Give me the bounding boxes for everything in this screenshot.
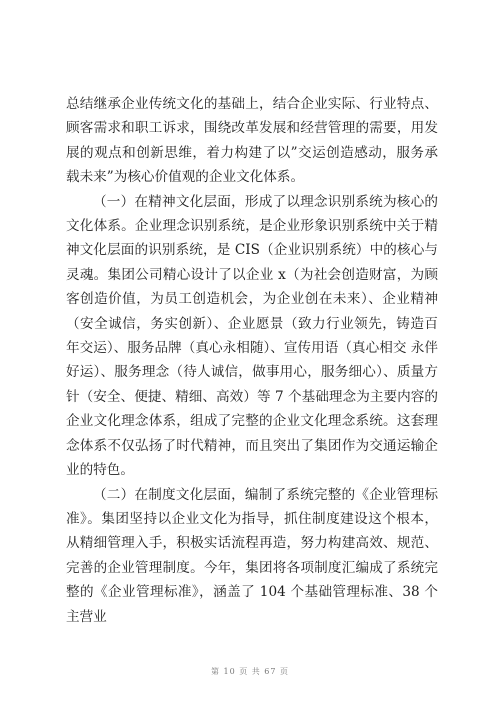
paragraph: （二）在制度文化层面，编制了系统完整的《企业管理标准》。集团坚持以企业文化为指导，抓住制度建设这个根本，从精细管理入手，积极实话流程再造，努力构建高效、规范、完善的企业管理制度。今年，集团将各项制度汇编成了系统完整的《企业管理标准》，涵盖了 104 个基础管理标准、38 个主营业 <box>66 486 438 625</box>
body-text <box>66 92 438 629</box>
page-number: 第 10 页 共 67 页 <box>210 667 290 676</box>
paragraph: （一）在精神文化层面，形成了以理念识别系统为核心的文化体系。企业理念识别系统，是企业形象识别系统中关于精神文化层面的识别系统，是 CIS（企业识别系统）中的核心与灵魂。集团公司精心设计了以企业 x（为社会创造财富，为顾客创造价值，为员工创造机会，为企业创在未来）、企业精神（安全诚信，务实创新）、企业愿景（致力行业领先，铸造百年交运）、服务品牌（真心永相随）、宣传用语（真心相交 永伴好运）、服务理念（待人诚信，做事用心，服务细心）、质量方针（安全、便捷、精细、高效）等 7 个基础理念为主要内容的企业文化理念体系，组成了完整的企业文化理念系统。这套理念体系不仅弘扬了时代精神，而且突出了集团作为交通运输企业的特色。 <box>66 193 438 479</box>
paragraph: 总结继承企业传统文化的基础上，结合企业实际、行业特点、顾客需求和职工诉求，围绕改革发展和经营管理的需要，用发展的观点和创新思维，着力构建了以”交运创造感动，服务承载未来”为核心价值观的企业文化体系。 <box>66 96 438 186</box>
